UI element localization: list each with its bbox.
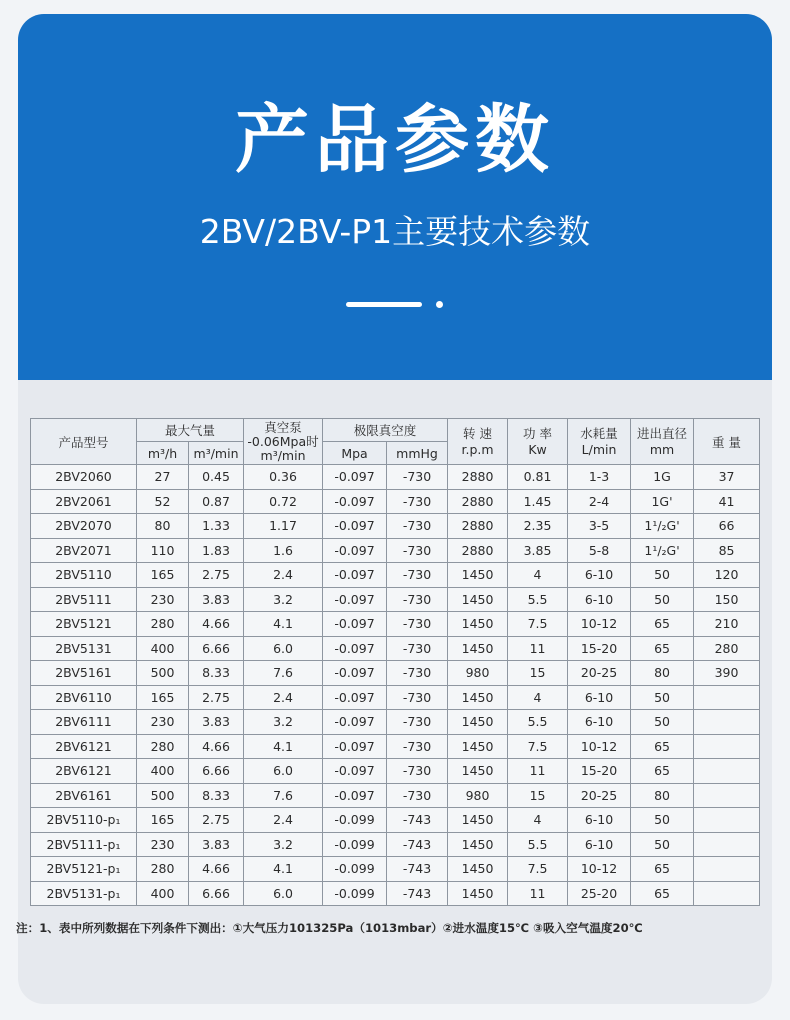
cell-model: 2BV5131 xyxy=(31,636,137,661)
cell-weight xyxy=(694,808,760,833)
cell-pump-speed: 2.4 xyxy=(244,685,323,710)
header-water xyxy=(568,419,631,465)
cell-pump-speed: 4.1 xyxy=(244,734,323,759)
cell-water: 6-10 xyxy=(568,832,631,857)
decorative-line xyxy=(346,302,422,307)
cell-port: 80 xyxy=(631,661,694,686)
cell-mmhg: -730 xyxy=(387,514,448,539)
header-pump-speed-text: 真空泵 -0.06Mpa时 xyxy=(247,419,319,449)
cell-mpa: -0.099 xyxy=(323,832,387,857)
cell-weight: 37 xyxy=(694,465,760,490)
cell-model: 2BV5110 xyxy=(31,563,137,588)
cell-weight: 210 xyxy=(694,612,760,637)
cell-mpa: -0.097 xyxy=(323,661,387,686)
cell-kw: 7.5 xyxy=(508,857,568,882)
cell-flow-h: 230 xyxy=(137,587,189,612)
cell-mmhg: -730 xyxy=(387,612,448,637)
cell-mpa: -0.097 xyxy=(323,710,387,735)
cell-rpm: 2880 xyxy=(448,538,508,563)
cell-flow-min: 2.75 xyxy=(189,685,244,710)
header-model: 产品型号 xyxy=(31,419,137,465)
cell-kw: 7.5 xyxy=(508,612,568,637)
cell-flow-h: 500 xyxy=(137,661,189,686)
cell-rpm: 980 xyxy=(448,661,508,686)
cell-flow-min: 6.66 xyxy=(189,636,244,661)
cell-flow-h: 165 xyxy=(137,808,189,833)
cell-kw: 5.5 xyxy=(508,832,568,857)
cell-kw: 4 xyxy=(508,685,568,710)
table-row xyxy=(31,563,760,588)
cell-water: 10-12 xyxy=(568,734,631,759)
cell-rpm: 1450 xyxy=(448,832,508,857)
cell-flow-h: 400 xyxy=(137,881,189,906)
cell-kw: 2.35 xyxy=(508,514,568,539)
cell-model: 2BV2070 xyxy=(31,514,137,539)
table-row xyxy=(31,881,760,906)
cell-flow-min: 4.66 xyxy=(189,734,244,759)
cell-pump-speed: 3.2 xyxy=(244,587,323,612)
cell-model: 2BV5111 xyxy=(31,587,137,612)
cell-flow-h: 230 xyxy=(137,710,189,735)
cell-mmhg: -743 xyxy=(387,808,448,833)
table-row xyxy=(31,489,760,514)
cell-mpa: -0.097 xyxy=(323,465,387,490)
cell-rpm: 980 xyxy=(448,783,508,808)
header-speed-text: 转 速 xyxy=(463,425,493,441)
cell-pump-speed: 7.6 xyxy=(244,783,323,808)
cell-water: 15-20 xyxy=(568,636,631,661)
spec-table xyxy=(30,418,760,906)
cell-model: 2BV2071 xyxy=(31,538,137,563)
cell-weight xyxy=(694,734,760,759)
cell-rpm: 1450 xyxy=(448,734,508,759)
cell-mpa: -0.099 xyxy=(323,857,387,882)
cell-pump-speed: 1.6 xyxy=(244,538,323,563)
cell-water: 1-3 xyxy=(568,465,631,490)
cell-mpa: -0.097 xyxy=(323,734,387,759)
cell-flow-h: 80 xyxy=(137,514,189,539)
cell-mpa: -0.097 xyxy=(323,759,387,784)
cell-model: 2BV6121 xyxy=(31,759,137,784)
cell-weight xyxy=(694,783,760,808)
cell-pump-speed: 6.0 xyxy=(244,759,323,784)
cell-mpa: -0.097 xyxy=(323,587,387,612)
cell-model: 2BV5121 xyxy=(31,612,137,637)
header-power-text: 功 率 xyxy=(523,425,553,441)
page-title: 产品参数 xyxy=(235,97,555,183)
cell-pump-speed: 0.36 xyxy=(244,465,323,490)
cell-water: 10-12 xyxy=(568,857,631,882)
cell-mpa: -0.097 xyxy=(323,489,387,514)
cell-port: 65 xyxy=(631,734,694,759)
header-ultimate-vacuum: 极限真空度 xyxy=(323,419,448,442)
header-pump-speed-unit: m³/min xyxy=(260,447,306,463)
cell-rpm: 1450 xyxy=(448,808,508,833)
cell-model: 2BV2061 xyxy=(31,489,137,514)
cell-water: 20-25 xyxy=(568,783,631,808)
cell-mmhg: -730 xyxy=(387,685,448,710)
cell-flow-min: 3.83 xyxy=(189,710,244,735)
cell-flow-min: 4.66 xyxy=(189,857,244,882)
cell-model: 2BV6121 xyxy=(31,734,137,759)
cell-water: 25-20 xyxy=(568,881,631,906)
cell-rpm: 1450 xyxy=(448,612,508,637)
table-row xyxy=(31,857,760,882)
cell-mpa: -0.097 xyxy=(323,636,387,661)
cell-flow-min: 0.45 xyxy=(189,465,244,490)
cell-weight xyxy=(694,881,760,906)
cell-weight: 41 xyxy=(694,489,760,514)
cell-rpm: 2880 xyxy=(448,489,508,514)
cell-flow-min: 2.75 xyxy=(189,563,244,588)
cell-weight xyxy=(694,857,760,882)
cell-water: 15-20 xyxy=(568,759,631,784)
header-speed xyxy=(448,419,508,465)
header-speed-unit: r.p.m xyxy=(461,441,494,457)
cell-weight: 85 xyxy=(694,538,760,563)
cell-port: 1G xyxy=(631,465,694,490)
cell-mmhg: -730 xyxy=(387,538,448,563)
header-port-unit: mm xyxy=(649,441,675,457)
decorative-dot xyxy=(436,301,443,308)
cell-port: 65 xyxy=(631,881,694,906)
cell-pump-speed: 6.0 xyxy=(244,881,323,906)
table-row xyxy=(31,465,760,490)
header-pump-speed xyxy=(244,419,323,465)
cell-water: 6-10 xyxy=(568,563,631,588)
cell-water: 10-12 xyxy=(568,612,631,637)
cell-mpa: -0.097 xyxy=(323,612,387,637)
cell-kw: 15 xyxy=(508,783,568,808)
cell-model: 2BV5161 xyxy=(31,661,137,686)
cell-flow-h: 27 xyxy=(137,465,189,490)
cell-pump-speed: 2.4 xyxy=(244,563,323,588)
table-row xyxy=(31,710,760,735)
cell-port: 50 xyxy=(631,587,694,612)
cell-port: 1G' xyxy=(631,489,694,514)
header-weight: 重 量 xyxy=(694,419,760,465)
cell-flow-h: 400 xyxy=(137,636,189,661)
header-port-text: 进出直径 xyxy=(637,425,688,441)
cell-mmhg: -730 xyxy=(387,587,448,612)
cell-weight: 150 xyxy=(694,587,760,612)
table-row xyxy=(31,538,760,563)
cell-water: 2-4 xyxy=(568,489,631,514)
cell-mmhg: -730 xyxy=(387,783,448,808)
cell-mmhg: -730 xyxy=(387,563,448,588)
cell-flow-min: 1.83 xyxy=(189,538,244,563)
table-row xyxy=(31,587,760,612)
cell-port: 65 xyxy=(631,857,694,882)
table-row xyxy=(31,808,760,833)
spec-table-body xyxy=(31,465,760,906)
cell-mmhg: -743 xyxy=(387,832,448,857)
cell-rpm: 2880 xyxy=(448,465,508,490)
header-power xyxy=(508,419,568,465)
table-row xyxy=(31,783,760,808)
subheader-flow-h: m³/h xyxy=(137,442,189,465)
cell-kw: 11 xyxy=(508,881,568,906)
cell-mmhg: -743 xyxy=(387,857,448,882)
cell-mpa: -0.097 xyxy=(323,783,387,808)
cell-pump-speed: 3.2 xyxy=(244,710,323,735)
cell-flow-min: 2.75 xyxy=(189,808,244,833)
cell-mmhg: -730 xyxy=(387,759,448,784)
cell-port: 1¹/₂G' xyxy=(631,514,694,539)
cell-pump-speed: 1.17 xyxy=(244,514,323,539)
cell-port: 65 xyxy=(631,636,694,661)
cell-port: 50 xyxy=(631,685,694,710)
cell-flow-h: 280 xyxy=(137,857,189,882)
cell-flow-h: 400 xyxy=(137,759,189,784)
header-water-unit: L/min xyxy=(581,441,617,457)
header-max-flow: 最大气量 xyxy=(137,419,244,442)
table-row xyxy=(31,612,760,637)
cell-rpm: 2880 xyxy=(448,514,508,539)
cell-kw: 3.85 xyxy=(508,538,568,563)
cell-rpm: 1450 xyxy=(448,587,508,612)
cell-weight: 66 xyxy=(694,514,760,539)
header-power-unit: Kw xyxy=(528,441,547,457)
cell-flow-min: 6.66 xyxy=(189,759,244,784)
cell-pump-speed: 0.72 xyxy=(244,489,323,514)
cell-model: 2BV5121-p₁ xyxy=(31,857,137,882)
cell-model: 2BV6111 xyxy=(31,710,137,735)
cell-kw: 4 xyxy=(508,563,568,588)
cell-pump-speed: 4.1 xyxy=(244,857,323,882)
cell-flow-min: 8.33 xyxy=(189,783,244,808)
cell-rpm: 1450 xyxy=(448,636,508,661)
cell-flow-h: 52 xyxy=(137,489,189,514)
cell-kw: 4 xyxy=(508,808,568,833)
cell-rpm: 1450 xyxy=(448,857,508,882)
cell-port: 65 xyxy=(631,759,694,784)
table-row xyxy=(31,734,760,759)
cell-model: 2BV6110 xyxy=(31,685,137,710)
cell-water: 20-25 xyxy=(568,661,631,686)
page-subtitle: 2BV/2BV-P1主要技术参数 xyxy=(199,212,591,251)
cell-mpa: -0.097 xyxy=(323,514,387,539)
cell-weight xyxy=(694,685,760,710)
cell-flow-h: 280 xyxy=(137,734,189,759)
cell-port: 50 xyxy=(631,808,694,833)
table-row xyxy=(31,832,760,857)
cell-mpa: -0.097 xyxy=(323,685,387,710)
cell-mmhg: -730 xyxy=(387,489,448,514)
cell-flow-h: 230 xyxy=(137,832,189,857)
table-row xyxy=(31,685,760,710)
cell-water: 6-10 xyxy=(568,710,631,735)
cell-weight: 390 xyxy=(694,661,760,686)
cell-kw: 0.81 xyxy=(508,465,568,490)
cell-flow-min: 3.83 xyxy=(189,587,244,612)
cell-flow-min: 8.33 xyxy=(189,661,244,686)
cell-weight xyxy=(694,710,760,735)
cell-flow-h: 165 xyxy=(137,563,189,588)
cell-kw: 11 xyxy=(508,759,568,784)
cell-model: 2BV2060 xyxy=(31,465,137,490)
footnote: 注：1、表中所列数据在下列条件下测出：①大气压力101325Pa（1013mbar）②进水温度15℃ ③吸入空气温度20℃ xyxy=(16,921,643,935)
cell-weight xyxy=(694,832,760,857)
cell-rpm: 1450 xyxy=(448,685,508,710)
cell-port: 50 xyxy=(631,563,694,588)
cell-mmhg: -730 xyxy=(387,734,448,759)
cell-pump-speed: 3.2 xyxy=(244,832,323,857)
cell-flow-min: 1.33 xyxy=(189,514,244,539)
cell-water: 6-10 xyxy=(568,587,631,612)
subheader-mmhg: mmHg xyxy=(387,442,448,465)
cell-model: 2BV5131-p₁ xyxy=(31,881,137,906)
cell-port: 50 xyxy=(631,832,694,857)
cell-water: 6-10 xyxy=(568,808,631,833)
cell-pump-speed: 2.4 xyxy=(244,808,323,833)
cell-kw: 1.45 xyxy=(508,489,568,514)
cell-flow-min: 3.83 xyxy=(189,832,244,857)
spec-table-wrapper xyxy=(30,418,760,906)
cell-kw: 5.5 xyxy=(508,587,568,612)
cell-weight: 120 xyxy=(694,563,760,588)
cell-mmhg: -730 xyxy=(387,661,448,686)
table-row xyxy=(31,759,760,784)
cell-model: 2BV6161 xyxy=(31,783,137,808)
cell-kw: 5.5 xyxy=(508,710,568,735)
cell-mmhg: -730 xyxy=(387,710,448,735)
cell-port: 1¹/₂G' xyxy=(631,538,694,563)
cell-mmhg: -730 xyxy=(387,465,448,490)
cell-kw: 7.5 xyxy=(508,734,568,759)
cell-pump-speed: 4.1 xyxy=(244,612,323,637)
cell-rpm: 1450 xyxy=(448,881,508,906)
header-banner xyxy=(18,14,772,380)
cell-rpm: 1450 xyxy=(448,759,508,784)
cell-mpa: -0.097 xyxy=(323,563,387,588)
subheader-flow-min: m³/min xyxy=(189,442,244,465)
cell-weight: 280 xyxy=(694,636,760,661)
cell-model: 2BV5110-p₁ xyxy=(31,808,137,833)
cell-flow-h: 165 xyxy=(137,685,189,710)
cell-flow-min: 4.66 xyxy=(189,612,244,637)
cell-flow-h: 110 xyxy=(137,538,189,563)
cell-pump-speed: 7.6 xyxy=(244,661,323,686)
header-port xyxy=(631,419,694,465)
cell-rpm: 1450 xyxy=(448,710,508,735)
cell-flow-min: 0.87 xyxy=(189,489,244,514)
cell-flow-h: 500 xyxy=(137,783,189,808)
cell-mmhg: -730 xyxy=(387,636,448,661)
cell-water: 3-5 xyxy=(568,514,631,539)
cell-mpa: -0.099 xyxy=(323,808,387,833)
cell-water: 6-10 xyxy=(568,685,631,710)
cell-mpa: -0.099 xyxy=(323,881,387,906)
cell-port: 65 xyxy=(631,612,694,637)
subheader-mpa: Mpa xyxy=(323,442,387,465)
cell-port: 80 xyxy=(631,783,694,808)
cell-flow-h: 280 xyxy=(137,612,189,637)
cell-kw: 11 xyxy=(508,636,568,661)
cell-rpm: 1450 xyxy=(448,563,508,588)
cell-model: 2BV5111-p₁ xyxy=(31,832,137,857)
table-row xyxy=(31,661,760,686)
cell-mpa: -0.097 xyxy=(323,538,387,563)
cell-water: 5-8 xyxy=(568,538,631,563)
cell-port: 50 xyxy=(631,710,694,735)
cell-weight xyxy=(694,759,760,784)
cell-kw: 15 xyxy=(508,661,568,686)
table-row xyxy=(31,636,760,661)
header-water-text: 水耗量 xyxy=(580,425,618,441)
cell-pump-speed: 6.0 xyxy=(244,636,323,661)
cell-flow-min: 6.66 xyxy=(189,881,244,906)
table-row xyxy=(31,514,760,539)
cell-mmhg: -743 xyxy=(387,881,448,906)
